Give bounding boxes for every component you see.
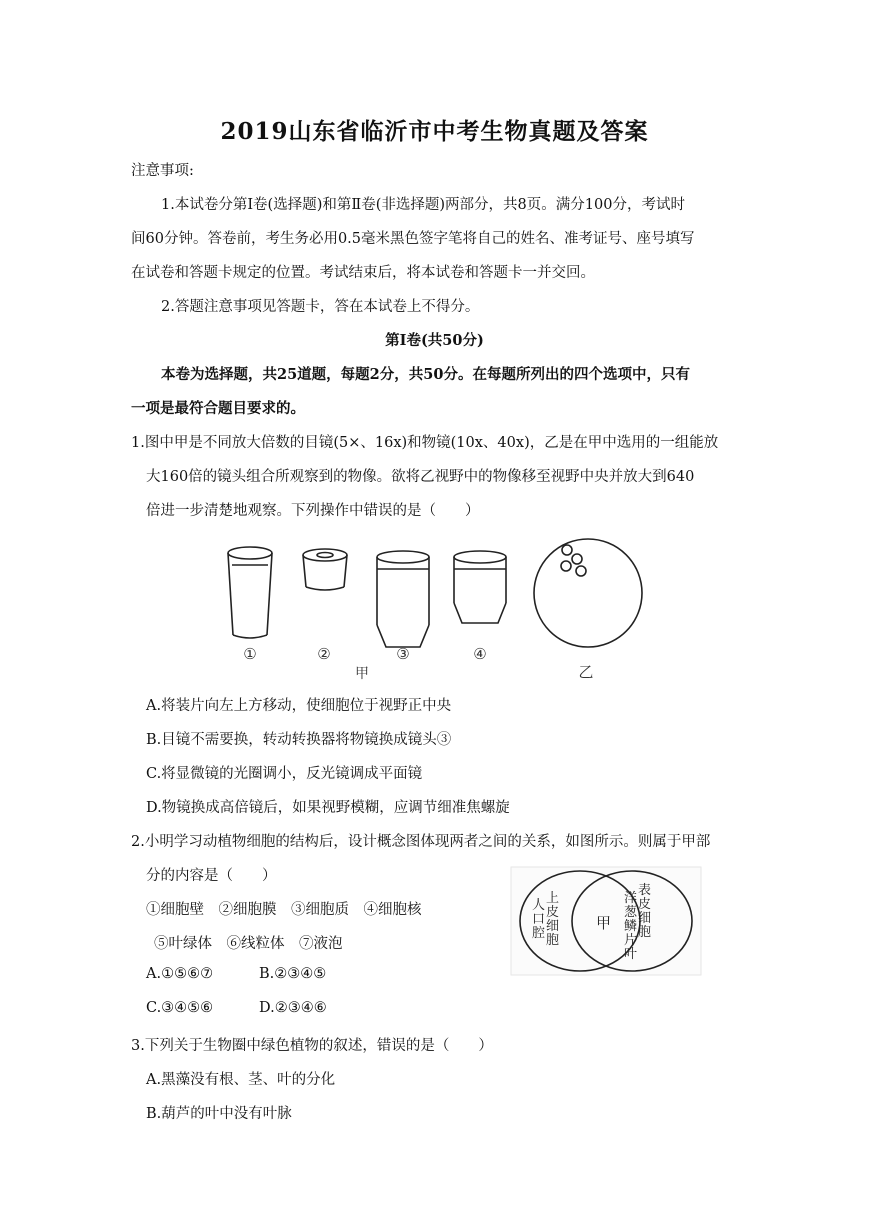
lens-label-4: ④ <box>473 645 487 663</box>
figure-caption-yi: 乙 <box>578 663 594 681</box>
q1-option-c: C.将显微镜的光圈调小，反光镜调成平面镜 <box>146 766 423 782</box>
q1-stem-line2: 大160倍的镜头组合所观察到的物像。欲将乙视野中的物像移至视野中央并放大到640 <box>146 469 695 485</box>
q1-microscope-figure <box>200 535 660 685</box>
lens-3-objective-long <box>377 551 429 647</box>
lens-4-objective-short <box>454 551 506 623</box>
lens-2-eyepiece-short <box>303 549 347 590</box>
notice-heading: 注意事项: <box>131 163 194 179</box>
q2-stem-line1: 2.小明学习动植物细胞的结构后，设计概念图体现两者之间的关系，如图所示。则属于甲部 <box>131 834 711 850</box>
venn-left-label: 人口腔上皮细胞 <box>532 891 560 948</box>
field-of-view-circle <box>534 539 642 647</box>
q3-stem: 3.下列关于生物圈中绿色植物的叙述，错误的是（ ） <box>131 1038 493 1054</box>
q2-items-line2: ⑤叶绿体 ⑥线粒体 ⑦液泡 <box>154 936 343 952</box>
section-instructions-line1: 本卷为选择题，共25道题，每题2分，共50分。在每题所列出的四个选项中，只有 <box>161 366 690 383</box>
lens-1-eyepiece-long <box>228 547 272 638</box>
q1-option-b: B.目镜不需要换，转动转换器将物镜换成镜头③ <box>146 732 452 748</box>
page-title: 2019山东省临沂市中考生物真题及答案 <box>220 118 649 145</box>
lens-label-1: ① <box>243 645 257 663</box>
q2-stem-line2: 分的内容是（ ） <box>146 868 277 884</box>
lens-label-2: ② <box>317 645 331 663</box>
q2-items-line1: ①细胞壁 ②细胞膜 ③细胞质 ④细胞核 <box>146 902 422 918</box>
figure-caption-jia: 甲 <box>355 666 369 682</box>
q3-option-b: B.葫芦的叶中没有叶脉 <box>146 1106 292 1122</box>
q1-stem-line3: 倍进一步清楚地观察。下列操作中错误的是（ ） <box>146 503 480 519</box>
q1-option-d: D.物镜换成高倍镜后，如果视野模糊，应调节细准焦螺旋 <box>146 800 510 816</box>
notice-item1-line1: 1.本试卷分第Ⅰ卷(选择题)和第Ⅱ卷(非选择题)两部分，共8页。满分100分，考试时 <box>161 197 685 213</box>
notice-item1-line3: 在试卷和答题卡规定的位置。考试结束后，将本试卷和答题卡一并交回。 <box>131 265 595 281</box>
lens-label-3: ③ <box>396 645 410 663</box>
section-instructions-line2: 一项是最符合题目要求的。 <box>131 400 305 417</box>
q2-option-c: C.③④⑤⑥ <box>146 1000 214 1016</box>
q1-stem-line1: 1.图中甲是不同放大倍数的目镜(5×、16x)和物镜(10x、40x)，乙是在甲中选用的一组能放 <box>131 435 719 451</box>
q2-option-a: A.①⑤⑥⑦ <box>146 966 214 982</box>
q2-option-d: D.②③④⑥ <box>259 1000 327 1016</box>
notice-item2: 2.答题注意事项见答题卡，答在本试卷上不得分。 <box>161 299 480 315</box>
q3-option-a: A.黑藻没有根、茎、叶的分化 <box>146 1072 336 1088</box>
q2-option-b: B.②③④⑤ <box>259 966 327 982</box>
notice-item1-line2: 间60分钟。答卷前，考生务必用0.5毫米黑色签字笔将自己的姓名、准考证号、座号填写 <box>131 231 695 247</box>
venn-right-label: 洋葱鳞片叶表皮细胞 <box>624 883 652 962</box>
q1-option-a: A.将装片向左上方移动，使细胞位于视野正中央 <box>146 698 452 714</box>
q2-venn-diagram <box>510 866 702 976</box>
venn-center-label: 甲 <box>596 914 612 932</box>
section-heading: 第Ⅰ卷(共50分) <box>385 332 484 349</box>
